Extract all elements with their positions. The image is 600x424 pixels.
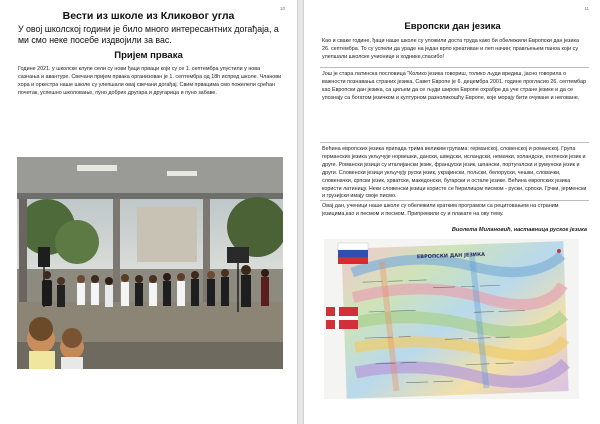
- section-heading-first-graders: Пријем првака: [114, 50, 183, 61]
- divider: [320, 200, 589, 201]
- page-title-right: Европски дан језика: [404, 21, 501, 32]
- author-signature: Виолета Милановић, наставница руског језика: [451, 227, 587, 233]
- flag-russia: [338, 243, 368, 264]
- european-languages-poster-illustration: [324, 239, 579, 399]
- divider: [320, 142, 589, 143]
- page-number-left: 10: [279, 6, 285, 11]
- article-paragraph-2: Још је стара латинска пословица "Колико језика говориш, толико људи вредиш, јасно говорила о важности познавања страних језика. Савет Европе је 6. децембра 2001. године прогласио 26. септембар као Европски дан језика, са циљем да се људи широм Европе охрабре да уче стране језике и да се упознају са богатом језичком и културном разноликошћу Европе, које морају бити очуване и неговане.: [322, 71, 586, 101]
- right-page: [303, 0, 600, 424]
- pin: [557, 249, 561, 253]
- page-number-right: 11: [584, 6, 589, 11]
- poster-title: ЕВРОПСКИ ДАН ЈЕЗИКА: [416, 251, 486, 261]
- page-title-left: Вести из школе из Кликовог угла: [62, 10, 235, 22]
- intro-text: У овој школској години је било много интересантних догађаја, а ми смо неке посебе издвојили за вас.: [18, 24, 279, 45]
- school-choir-ceremony-illustration: [17, 157, 283, 369]
- european-languages-poster-photo: [324, 239, 579, 399]
- left-page: [0, 0, 298, 424]
- divider: [320, 67, 589, 68]
- article-paragraph-4: Овај дан, ученици наше школе су обележили кратким програмом са рецитовањем на страним језицима,као и песмом и песмом. Припремили су и плакате на ову тему.: [322, 203, 559, 217]
- first-graders-article-body: Године 2021. у школске клупе сели су нови ђаци прваци који су се 1. септембра упустили у нова сазнања и авантуре. Свечани пријем првака организован је 1. септембра од 18h испред школе. Чланови хора и оркестра наше школе су улепшали овај свечани догађај. Свим првацима смо пожелели срећан почетак, успешно школовање, пуно добрих другара и другарица и пуно забаве.: [18, 66, 282, 96]
- school-choir-ceremony-photo: [17, 157, 283, 369]
- article-paragraph-3: Већина европских језика припада трима великим групама: германској, словенској и романској. Група германских језика укључује норвешки, дански, шведски, исландски, немачки, холандски, енглески језик и друге. Романски језици су италијански језик, француски језик, шпански, португалски и румунски језик и други. Словенски језици укључују руски језик, украјински, пољски, белоруски, чешки, словачки, словеначки, српски језик, хрватски, македонски, бугарски и остале језике. Већина европских језика користи латиницу. Неки словенски језици користе се ћирилицом писмом - руски, српски. Грчки, јерменски и грузијски имају своје писмо.: [322, 146, 587, 200]
- flag-denmark: [326, 307, 358, 329]
- article-paragraph-1: Као и сваке године, ђаци наше школе су уложили доста труда како би обележили Европски дан језика 26. септембра. То су успели да ураде на један врло креативан и леп начин; прављењем паноа који су улепшали школске учионице и ходнике,спасибо!: [322, 38, 580, 60]
